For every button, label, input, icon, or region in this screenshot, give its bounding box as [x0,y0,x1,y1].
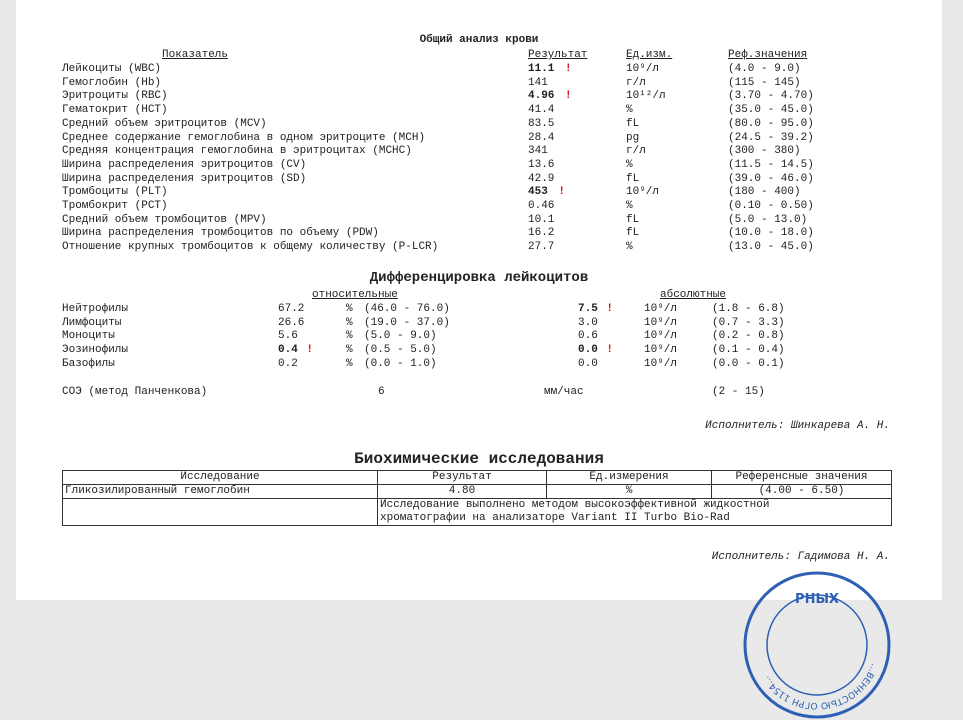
cbc-param-name: Ширина распределения эритроцитов (CV) [62,158,307,171]
cbc-unit: 10⁹/л [626,63,660,75]
cbc-ref: (115 - 145) [728,76,801,89]
bio-header-row [63,471,892,485]
executor-cbc: Исполнитель: Шинкарева А. Н. [705,420,890,432]
cbc-param-name: Гемоглобин (Hb) [62,76,162,89]
report-page [16,0,942,711]
stamp-inner-ring [767,595,867,695]
diff-abs-value: 0.0 [578,357,598,370]
cbc-ref: (13.0 - 45.0) [728,241,814,254]
cbc-result: 13.6 [528,158,555,171]
bio-note-empty [63,499,378,526]
diff-title: Дифференцировка лейкоцитов [369,270,589,286]
cbc-result: 453 [528,186,548,199]
cbc-ref: (5.0 - 13.0) [728,213,808,226]
cbc-result: 141 [528,76,548,89]
diff-abs-unit: 10⁹/л [644,303,678,315]
cbc-result: 42.9 [528,172,555,185]
diff-abs-ref: (1.8 - 6.8) [712,303,785,315]
cbc-unit: % [626,241,633,254]
cbc-ref: (0.10 - 0.50) [728,200,814,212]
cbc-title: Общий анализ крови [419,34,539,46]
cbc-result: 41.4 [528,104,555,117]
cbc-unit: pg [626,131,640,144]
header-unit: Ед.изм. [626,49,673,61]
header-result: Результат [528,49,588,61]
bio-header-test: Исследование [63,471,378,485]
cbc-unit: % [626,200,633,212]
diff-percent-unit: % [346,357,353,370]
cbc-param-name: Гематокрит (HCT) [62,104,168,117]
diff-abs-ref: (0.2 - 0.8) [712,330,785,343]
header-ref: Реф.значения [728,49,808,61]
cbc-param-name: Средняя концентрация гемоглобина в эритроцитах (MCHC) [62,145,412,158]
cbc-unit: fL [626,213,640,226]
diff-abs-unit: 10⁹/л [644,344,678,357]
cbc-param-name: Лейкоциты (WBC) [62,63,162,75]
executor-bio: Исполнитель: Гадимова Н. А. [711,551,890,563]
diff-rel-value: 67.2 [278,303,305,315]
diff-abs-ref: (0.1 - 0.4) [712,344,785,357]
diff-rel-value: 0.2 [278,357,298,370]
cbc-ref: (180 - 400) [728,186,801,199]
cbc-param-name: Среднее содержание гемоглобина в одном эритроците (MCH) [62,131,426,144]
esr-unit: мм/час [544,386,584,398]
cbc-ref: (3.70 - 4.70) [728,90,814,103]
diff-abs-value: 0.6 [578,330,598,343]
diff-abs-ref: (0.7 - 3.3) [712,316,785,329]
bio-data-row [63,485,892,499]
cbc-unit: % [626,158,633,171]
cbc-result: 0.46 [528,200,555,212]
cbc-ref: (35.0 - 45.0) [728,104,814,117]
cbc-result: 27.7 [528,241,555,254]
cbc-unit: г/л [626,76,646,89]
stamp-ring-text: …ВЕННОСТЬЮ ОГРН 1154… [761,661,879,711]
diff-abs-value: 7.5 [578,303,598,315]
abnormal-flag: ! [606,344,613,357]
diff-percent-unit: % [346,316,353,329]
diff-rel-value: 26.6 [278,316,305,329]
bio-header-unit: Ед.измерения [547,471,712,485]
diff-abs-value: 3.0 [578,316,598,329]
cbc-ref: (11.5 - 14.5) [728,158,814,171]
bio-result: 4.80 [378,485,547,499]
cbc-param-name: Тромбокрит (PCT) [62,200,168,212]
cbc-ref: (24.5 - 39.2) [728,131,814,144]
cbc-result: 341 [528,145,548,158]
cbc-ref: (39.0 - 46.0) [728,172,814,185]
cbc-result: 28.4 [528,131,555,144]
cbc-unit: 10¹²/л [626,90,666,103]
diff-rel-ref: (0.0 - 1.0) [364,357,437,370]
diff-rel-ref: (19.0 - 37.0) [364,316,450,329]
diff-abs-unit: 10⁹/л [644,330,678,343]
diff-cell-name: Нейтрофилы [62,303,129,315]
bio-header-result: Результат [378,471,547,485]
diff-abs-ref: (0.0 - 0.1) [712,357,785,370]
cbc-ref: (80.0 - 95.0) [728,117,814,130]
diff-rel-value: 0.4 [278,344,298,357]
stamp-inner-text: РНЫХ [795,592,839,607]
diff-cell-name: Лимфоциты [62,316,122,329]
cbc-param-name: Эритроциты (RBC) [62,90,168,103]
cbc-ref: (10.0 - 18.0) [728,227,814,240]
abnormal-flag: ! [565,90,572,103]
cbc-unit: fL [626,117,640,130]
cbc-param-name: Тромбоциты (PLT) [62,186,168,199]
cbc-ref: (300 - 380) [728,145,801,158]
bio-note: Исследование выполнено методом высокоэффективной жидкостной хроматографии на анализаторе Variant II Turbo Bio-Rad [378,499,892,526]
bio-unit: % [547,485,712,499]
abnormal-flag: ! [565,63,572,75]
cbc-result: 83.5 [528,117,555,130]
abnormal-flag: ! [558,186,565,199]
cbc-result: 10.1 [528,213,555,226]
diff-percent-unit: % [346,344,353,357]
diff-percent-unit: % [346,303,353,315]
clinic-stamp [742,570,892,720]
cbc-ref: (4.0 - 9.0) [728,63,801,75]
cbc-unit: fL [626,227,640,240]
cbc-param-name: Ширина распределения тромбоцитов по объему (PDW) [62,227,379,240]
diff-rel-header: относительные [312,289,398,301]
cbc-unit: 10⁹/л [626,186,660,199]
esr-value: 6 [378,386,385,398]
diff-rel-ref: (5.0 - 9.0) [364,330,437,343]
diff-percent-unit: % [346,330,353,343]
diff-abs-unit: 10⁹/л [644,357,678,370]
cbc-unit: % [626,104,633,117]
abnormal-flag: ! [606,303,613,315]
cbc-param-name: Средний объем тромбоцитов (MPV) [62,213,267,226]
diff-abs-value: 0.0 [578,344,598,357]
bio-test: Гликозилированный гемоглобин [63,485,378,499]
diff-cell-name: Моноциты [62,330,115,343]
header-name: Показатель [162,49,229,61]
cbc-result: 11.1 [528,63,555,75]
cbc-result: 4.96 [528,90,555,103]
cbc-param-name: Средний объем эритроцитов (MCV) [62,117,267,130]
bio-header-ref: Референсные значения [712,471,892,485]
diff-rel-ref: (46.0 - 76.0) [364,303,450,315]
diff-rel-ref: (0.5 - 5.0) [364,344,437,357]
esr-ref: (2 - 15) [712,386,765,398]
cbc-unit: fL [626,172,640,185]
cbc-param-name: Отношение крупных тромбоцитов к общему количеству (P-LCR) [62,241,439,254]
diff-abs-header: абсолютные [660,289,727,301]
diff-cell-name: Эозинофилы [62,344,129,357]
abnormal-flag: ! [306,344,313,357]
bio-table [62,470,892,526]
bio-note-row [63,499,892,526]
diff-rel-value: 5.6 [278,330,298,343]
cbc-unit: г/л [626,145,646,158]
bio-ref: (4.00 - 6.50) [712,485,892,499]
cbc-param-name: Ширина распределения эритроцитов (SD) [62,172,307,185]
cbc-result: 16.2 [528,227,555,240]
diff-abs-unit: 10⁹/л [644,316,678,329]
diff-cell-name: Базофилы [62,357,115,370]
esr-name: СОЭ (метод Панченкова) [62,386,208,398]
bio-title: Биохимические исследования [354,450,604,468]
